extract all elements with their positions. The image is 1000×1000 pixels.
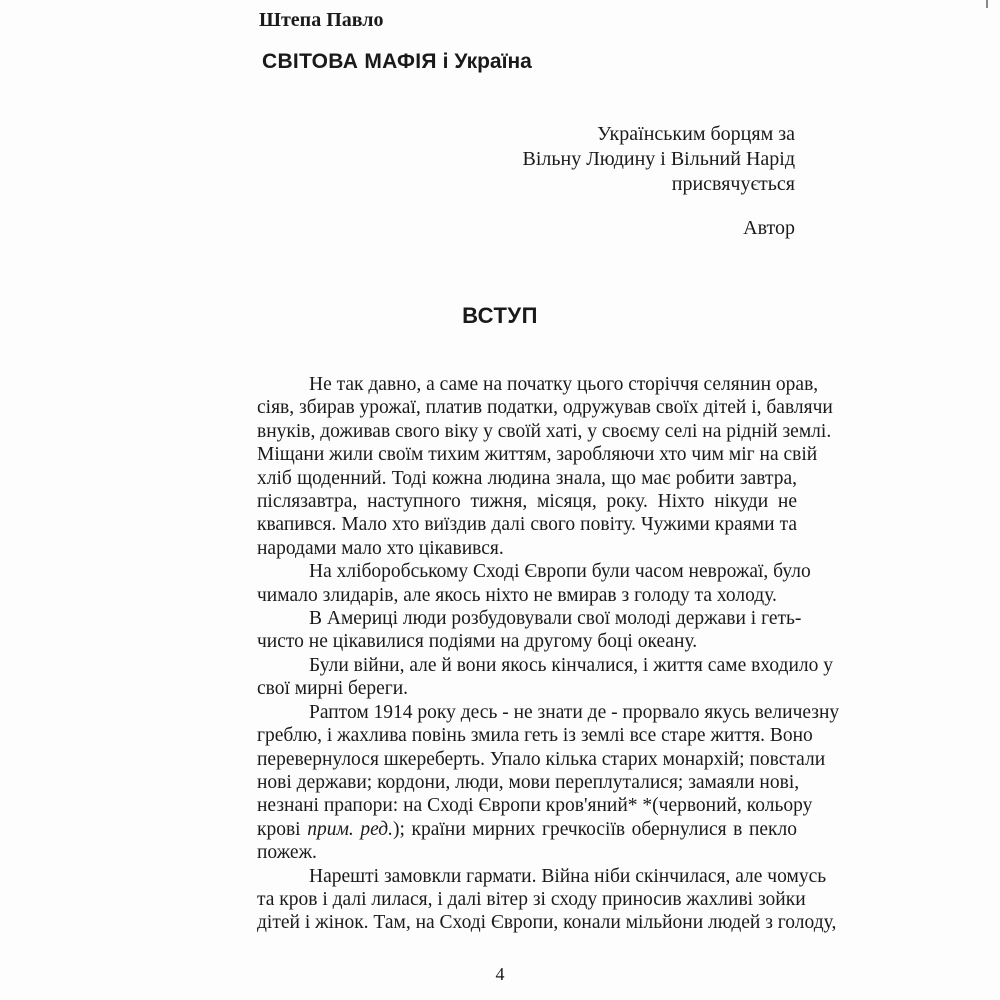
dedication-signature: Автор [743, 217, 795, 239]
text-line: внуків, доживав свого віку у своїй хаті, у своєму селі на рідній землі. [257, 420, 832, 442]
paragraph [205, 373, 833, 560]
text-line: чимало злидарів, але якось ніхто не вмирав з голоду та холоду. [257, 584, 777, 606]
book-title-rest: і Україна [436, 50, 532, 73]
text-line: незнані прапори: на Сході Європи кров'яний* *(червоний, кольору [257, 795, 813, 817]
paragraph [205, 865, 837, 935]
text-line: свої мирні береги. [257, 678, 409, 700]
paragraph [205, 607, 802, 654]
text-line [205, 818, 797, 841]
dedication-line: присвячується [671, 173, 795, 195]
body-text [205, 373, 840, 935]
paragraph [205, 654, 834, 701]
dedication-line: Українським борцям за [597, 123, 795, 145]
text-fragment: ); країни мирних гречкосіїв обернулися в пекло [393, 818, 798, 840]
text-line: та кров і далі лилася, і далі вітер зі сходу приносив жахливі зойки [257, 888, 806, 910]
text-line: нові держави; кордони, люди, мови переплуталися; замаяли нові, [257, 771, 800, 793]
dedication-line: Вільну Людину і Вільний Нарід [522, 148, 795, 170]
text-line: пожеж. [257, 842, 317, 864]
book-title-caps: СВІТОВА МАФІЯ [262, 50, 437, 73]
dedication [523, 122, 796, 197]
text-line: післязавтра, наступного тижня, місяця, року. Ніхто нікуди не [257, 491, 797, 513]
text-line: Міщани жили своїм тихим життям, заробляючи хто чим міг на свій [257, 444, 818, 466]
text-line: народами мало хто цікавився. [257, 537, 504, 559]
text-line: Нарешті замовкли гармати. Війна ніби скінчилася, але чомусь [309, 865, 827, 887]
page-edge-mark [986, 0, 988, 8]
section-heading: ВСТУП [462, 303, 538, 328]
text-line: греблю, і жахлива повінь змила геть із землі все старе життя. Воно [257, 725, 813, 747]
paragraph [205, 701, 840, 865]
text-line: Були війни, але й вони якось кінчалися, і життя саме входило у [309, 654, 834, 676]
text-line: хліб щоденний. Тоді кожна людина знала, що має робити завтра, [257, 467, 797, 489]
text-line: чисто не цікавилися подіями на другому боці океану. [257, 631, 698, 653]
text-line: перевернулося шкереберть. Упало кілька старих монархій; повстали [257, 748, 826, 770]
page-number: 4 [495, 964, 505, 984]
text-fragment: крові [257, 818, 308, 840]
author-name: Штепа Павло [259, 9, 384, 31]
text-line: На хліборобському Сході Європи були часом неврожаї, було [309, 561, 811, 583]
book-title [262, 50, 532, 74]
text-line: дітей і жінок. Там, на Сході Європи, конали мільйони людей з голоду, [257, 912, 837, 934]
paragraph [205, 560, 811, 607]
text-line: Не так давно, а саме на початку цього сторіччя селянин орав, [309, 374, 819, 395]
text-line: сіяв, збирав урожаї, платив податки, одружував своїх дітей і, бавлячи [257, 397, 833, 419]
editor-note: прим. ред. [307, 818, 393, 840]
text-line: В Америці люди розбудовували свої молоді держави і геть- [309, 608, 802, 630]
text-line: Раптом 1914 року десь - не знати де - прорвало якусь величезну [309, 701, 840, 723]
text-line: квапився. Мало хто виїздив далі свого повіту. Чужими краями та [257, 514, 797, 536]
